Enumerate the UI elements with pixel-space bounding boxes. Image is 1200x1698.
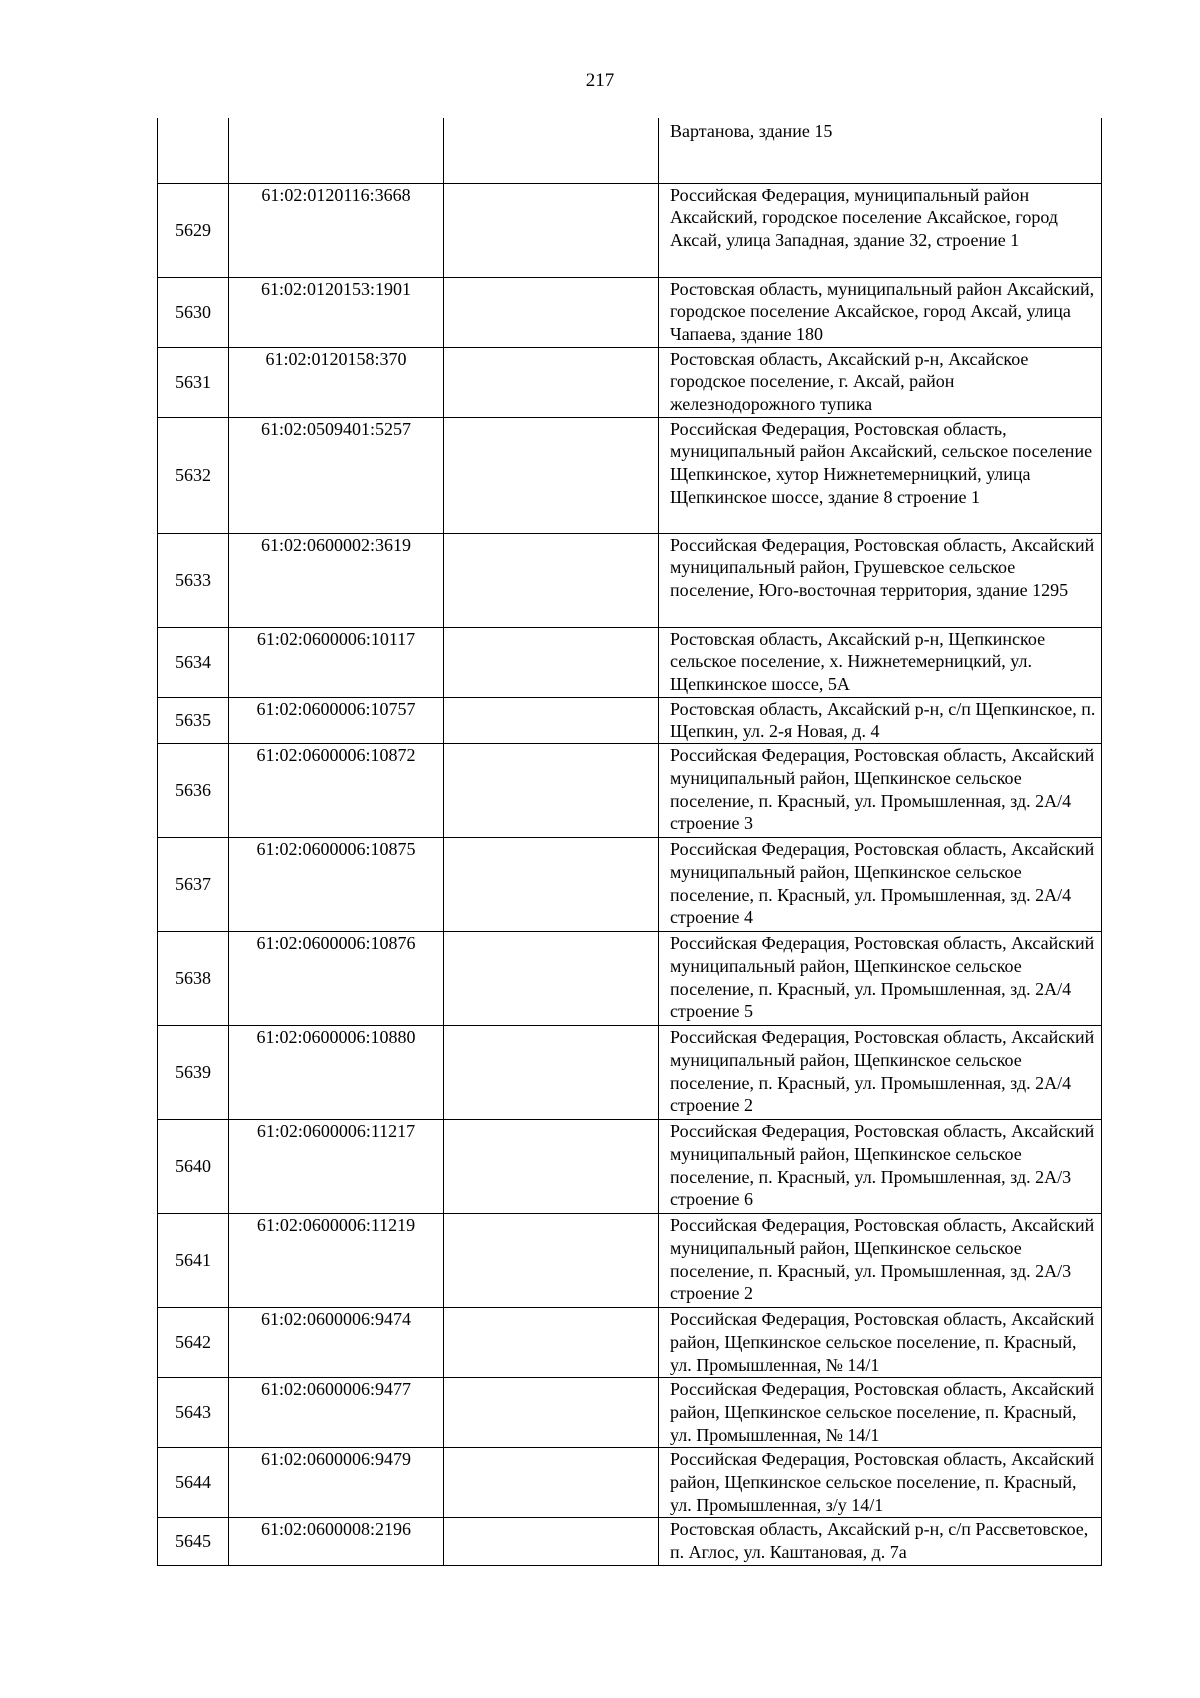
cell-cadastral: 61:02:0120116:3668: [229, 183, 444, 277]
cell-empty: [444, 627, 659, 697]
table-row-continued: [158, 118, 1102, 183]
cell-address: Российская Федерация, Ростовская область, муниципальный район Аксайский, сельское поселение Щепкинское, хутор Нижнетемерницкий, улица Щепкинское шоссе, здание 8 строение 1: [659, 417, 1102, 533]
cell-number: 5633: [158, 533, 229, 627]
cell-number: 5643: [158, 1378, 229, 1448]
cell-number: 5635: [158, 697, 229, 744]
cell-address: Российская Федерация, Ростовская область, Аксайский муниципальный район, Щепкинское сельское поселение, п. Красный, ул. Промышленная, зд. 2А/3 строение 6: [659, 1120, 1102, 1214]
cell-address: Российская Федерация, Ростовская область, Аксайский район, Щепкинское сельское поселение, п. Красный, ул. Промышленная, № 14/1: [659, 1308, 1102, 1378]
cell-address: Российская Федерация, Ростовская область, Аксайский муниципальный район, Щепкинское сельское поселение, п. Красный, ул. Промышленная, зд. 2А/3 строение 2: [659, 1214, 1102, 1308]
table-row: [158, 1518, 1102, 1566]
table-row: [158, 932, 1102, 1026]
cell-number: 5632: [158, 417, 229, 533]
cell-address: Ростовская область, Аксайский р-н, Аксайское городское поселение, г. Аксай, район железнодорожного тупика: [659, 347, 1102, 417]
cell-address: Российская Федерация, Ростовская область, Аксайский муниципальный район, Щепкинское сельское поселение, п. Красный, ул. Промышленная, зд. 2А/4 строение 2: [659, 1026, 1102, 1120]
cell-empty: [444, 1026, 659, 1120]
cell-cadastral: 61:02:0600006:10872: [229, 744, 444, 838]
cell-address: Российская Федерация, Ростовская область, Аксайский муниципальный район, Грушевское сельское поселение, Юго-восточная территория, здание 1295: [659, 533, 1102, 627]
cell-number: 5645: [158, 1518, 229, 1566]
cell-number: 5631: [158, 347, 229, 417]
cell-cadastral: 61:02:0600006:11219: [229, 1214, 444, 1308]
cell-number: 5638: [158, 932, 229, 1026]
registry-table-body: [158, 118, 1102, 1566]
registry-table: [157, 118, 1102, 1566]
cell-address: Российская Федерация, Ростовская область, Аксайский муниципальный район, Щепкинское сельское поселение, п. Красный, ул. Промышленная, зд. 2А/4 строение 5: [659, 932, 1102, 1026]
cell-number: 5630: [158, 277, 229, 347]
cell-address: Ростовская область, Аксайский р-н, с/п Щепкинское, п. Щепкин, ул. 2-я Новая, д. 4: [659, 697, 1102, 744]
cell-cadastral: 61:02:0600006:10875: [229, 838, 444, 932]
table-row: [158, 183, 1102, 277]
table-row: [158, 277, 1102, 347]
table-row: [158, 1378, 1102, 1448]
cell-cadastral: [229, 118, 444, 183]
table-row: [158, 1026, 1102, 1120]
cell-number: 5639: [158, 1026, 229, 1120]
cell-address: Ростовская область, Аксайский р-н, с/п Рассветовское, п. Аглос, ул. Каштановая, д. 7а: [659, 1518, 1102, 1566]
cell-address: Российская Федерация, Ростовская область, Аксайский район, Щепкинское сельское поселение, п. Красный, ул. Промышленная, № 14/1: [659, 1378, 1102, 1448]
cell-address: Вартанова, здание 15: [659, 118, 1102, 183]
table-row: [158, 347, 1102, 417]
cell-number: 5642: [158, 1308, 229, 1378]
cell-empty: [444, 1518, 659, 1566]
cell-cadastral: 61:02:0600006:9474: [229, 1308, 444, 1378]
table-row: [158, 533, 1102, 627]
cell-empty: [444, 533, 659, 627]
cell-number: [158, 118, 229, 183]
cell-address: Российская Федерация, муниципальный район Аксайский, городское поселение Аксайское, город Аксай, улица Западная, здание 32, строение 1: [659, 183, 1102, 277]
cell-cadastral: 61:02:0600006:9477: [229, 1378, 444, 1448]
cell-empty: [444, 417, 659, 533]
cell-number: 5629: [158, 183, 229, 277]
cell-cadastral: 61:02:0600006:11217: [229, 1120, 444, 1214]
table-row: [158, 1308, 1102, 1378]
table-row: [158, 838, 1102, 932]
page-number: 217: [585, 70, 615, 91]
cell-number: 5640: [158, 1120, 229, 1214]
cell-address: Российская Федерация, Ростовская область, Аксайский муниципальный район, Щепкинское сельское поселение, п. Красный, ул. Промышленная, зд. 2А/4 строение 3: [659, 744, 1102, 838]
cell-empty: [444, 932, 659, 1026]
cell-empty: [444, 744, 659, 838]
table-row: [158, 627, 1102, 697]
cell-number: 5634: [158, 627, 229, 697]
cell-empty: [444, 118, 659, 183]
table-row: [158, 744, 1102, 838]
cell-cadastral: 61:02:0600002:3619: [229, 533, 444, 627]
cell-number: 5644: [158, 1448, 229, 1518]
cell-number: 5636: [158, 744, 229, 838]
table-row: [158, 697, 1102, 744]
cell-address: Ростовская область, Аксайский р-н, Щепкинское сельское поселение, х. Нижнетемерницкий, ул. Щепкинское шоссе, 5А: [659, 627, 1102, 697]
cell-number: 5641: [158, 1214, 229, 1308]
cell-address: Российская Федерация, Ростовская область, Аксайский муниципальный район, Щепкинское сельское поселение, п. Красный, ул. Промышленная, зд. 2А/4 строение 4: [659, 838, 1102, 932]
cell-cadastral: 61:02:0600008:2196: [229, 1518, 444, 1566]
cell-cadastral: 61:02:0600006:10117: [229, 627, 444, 697]
cell-cadastral: 61:02:0600006:10880: [229, 1026, 444, 1120]
cell-cadastral: 61:02:0120153:1901: [229, 277, 444, 347]
cell-empty: [444, 277, 659, 347]
cell-number: 5637: [158, 838, 229, 932]
cell-empty: [444, 697, 659, 744]
cell-empty: [444, 347, 659, 417]
cell-address: Ростовская область, муниципальный район Аксайский, городское поселение Аксайское, город Аксай, улица Чапаева, здание 180: [659, 277, 1102, 347]
cell-cadastral: 61:02:0600006:10876: [229, 932, 444, 1026]
cell-cadastral: 61:02:0509401:5257: [229, 417, 444, 533]
cell-cadastral: 61:02:0600006:9479: [229, 1448, 444, 1518]
cell-cadastral: 61:02:0120158:370: [229, 347, 444, 417]
cell-empty: [444, 1120, 659, 1214]
cell-empty: [444, 1448, 659, 1518]
cell-empty: [444, 1308, 659, 1378]
cell-address: Российская Федерация, Ростовская область, Аксайский район, Щепкинское сельское поселение, п. Красный, ул. Промышленная, з/у 14/1: [659, 1448, 1102, 1518]
table-row: [158, 1448, 1102, 1518]
table-row: [158, 1214, 1102, 1308]
cell-cadastral: 61:02:0600006:10757: [229, 697, 444, 744]
table-row: [158, 1120, 1102, 1214]
cell-empty: [444, 1378, 659, 1448]
cell-empty: [444, 183, 659, 277]
table-row: [158, 417, 1102, 533]
cell-empty: [444, 838, 659, 932]
cell-empty: [444, 1214, 659, 1308]
